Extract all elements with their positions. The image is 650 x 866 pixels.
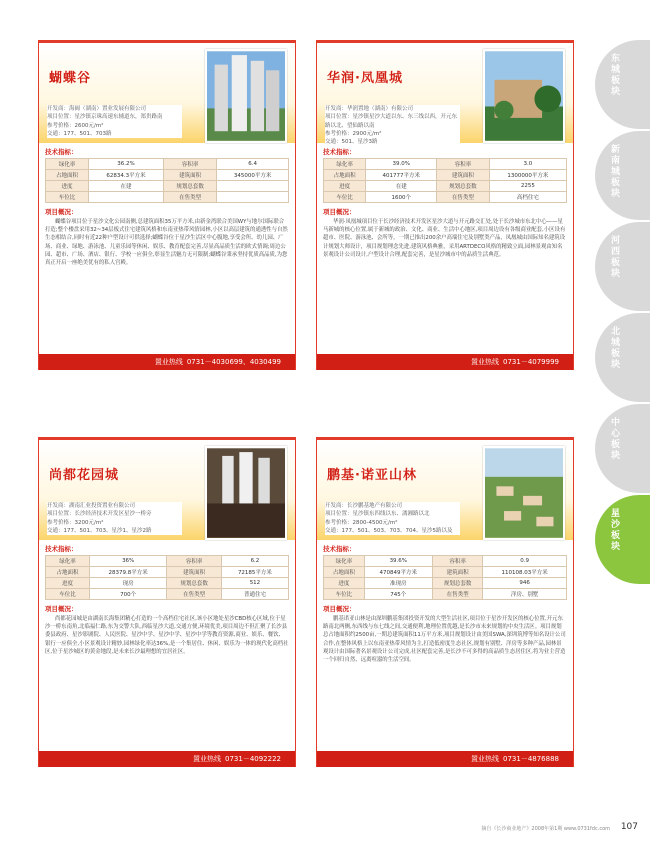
project-card (316, 437, 574, 767)
project-intro: 蝴蝶谷项目位于星沙文化公园南侧,总建筑面积35万平方米,由新金湾联合美国WY与地尔国际联合打造;整个楼盘采用32~34层板式住宅建筑风格和东南亚热带风情园林,小区以高层建筑的通透性与自然生态相结合,同时有近22种户型设计可供选择;蝴蝶谷位于星沙生活区中心腹地,享受会所、幼儿园、广场、商业、绿地、游泳池、儿童乐园等休闲、娱乐、教育配套完善,尽显高品质生活的欧式情调;周边公园、超市、广场、酒店、银行、学校一应俱全,彰显生活魅力无可限制;蝴蝶谷秉承坚持优质高品质,为您真正开启一座绝美优有的私人宫殿。 (45, 219, 288, 267)
table-cell: 占地面积 (46, 567, 90, 578)
hotline-bar (39, 751, 295, 767)
table-cell: 110108.03平方米 (483, 567, 567, 578)
project-intro: 尚都花园城是由湖南长海集团精心打造的一个高档住宅社区,该小区地处星沙CBD核心区域,位于星沙一桥东南角,北临福仁路,东为交警大队,西临星沙大道,交通方便,环境优美,项目周边不但汇聚了长沙县委县政府、星沙影剧院、人民医院、星沙中学、星沙中学、星沙中学等教育资源,商业、娱乐、餐饮、银行一应俱全,小区景观设计精妙,园林绿化率达36%,是一个集居住、休闲、娱乐为一体的现代化高档社区,位于星沙城区的黄金地段,是未来长沙最理想的宜居社区。 (45, 616, 289, 655)
table-cell: 1300000平方米 (489, 170, 566, 181)
table-cell: 470849平方米 (364, 567, 432, 578)
tech-title: 技术指标： (45, 148, 78, 156)
tab-dongcheng[interactable] (595, 40, 650, 129)
hotline-label: 置业热线 (154, 358, 183, 366)
table-cell: 容积率 (437, 159, 489, 170)
table-cell: 车位比 (324, 192, 366, 203)
table-cell: 绿化率 (46, 556, 90, 567)
tab-xingsha[interactable] (595, 495, 650, 584)
hotline-label: 置业热线 (193, 755, 221, 763)
table-cell: 普通住宅 (221, 589, 288, 600)
table-cell: 进度 (46, 181, 89, 192)
stats-table (45, 158, 289, 203)
info-line: 项目位置：长沙经济技术开发区星沙一桥旁 (47, 511, 152, 518)
table-cell: 车位比 (324, 589, 365, 600)
table-cell: 建筑面积 (437, 170, 489, 181)
table-cell: 车位比 (46, 589, 90, 600)
intro-title: 项目概况： (323, 208, 356, 216)
project-intro: 鹏基诺亚山林是由深圳鹏基集团投资开发的大型生活社区,项目位于星沙开发区的核心位置,开元东路南北两侧,东西线与东七线之间,交通便利,地理位置优越,是长沙市未来规划的中央生活区。项目规划总占地面积约2500亩,一期总建筑面积11万平方米,项目规划设计由美国SWA,深圳筑博等知名设计公司合作,在整体风格上以东南亚热带风情为主,打造低密度生态社区,规划有别墅、洋房等多种产品,园林景观设计由国际著名景观设计公司完成,社区配套完善,是长沙不可多得的高品质生态居住区,将为业主营造一个回归自然、远离喧嚣的生活空间。 (323, 616, 566, 664)
hotline-label: 置业热线 (471, 358, 499, 366)
project-name: 华润·凤凰城 (327, 71, 403, 86)
table-cell: 规划总套数 (167, 578, 222, 589)
stats-table (45, 555, 289, 600)
tab-xinnancheng[interactable] (595, 131, 650, 220)
info-line: 参考价格：3200元/m² (47, 519, 104, 526)
card-header (317, 440, 573, 540)
stats-table (323, 158, 567, 203)
info-line: 项目位置：星沙镇京珠高速东辅道东，郑贵路南 (47, 114, 163, 121)
project-name: 鹏基·诺亚山林 (327, 468, 417, 483)
info-line: 交通：177、501、503、703、704、星沙5路以及 (325, 527, 453, 534)
table-cell: 车位比 (46, 192, 89, 203)
table-cell (217, 181, 289, 192)
table-cell: 345000平方米 (217, 170, 289, 181)
info-line: 项目位置：星沙镇东四线以东、漓湘路以北 (325, 511, 430, 518)
table-cell: 进度 (324, 578, 365, 589)
page-number: 107 (620, 822, 638, 832)
table-cell: 72185平方米 (221, 567, 288, 578)
table-cell: 512 (221, 578, 288, 589)
project-info (325, 105, 460, 146)
tech-title: 技术指标： (323, 545, 356, 553)
table-cell: 36% (90, 556, 167, 567)
table-cell: 容积率 (167, 556, 222, 567)
tech-title: 技术指标： (45, 545, 78, 553)
tab-label: 北城板块 (611, 327, 621, 370)
stats-table (323, 555, 567, 600)
intro-title: 项目概况： (45, 208, 78, 216)
tab-label: 东城板块 (611, 54, 621, 97)
table-cell: 绿化率 (324, 159, 366, 170)
project-name: 蝴蝶谷 (49, 71, 92, 86)
hotline-phone: 0731－4092222 (225, 755, 281, 763)
table-cell: 建筑面积 (167, 567, 222, 578)
info-line: 交通：177、501、703路 (47, 130, 112, 137)
info-line: 参考价格：2900元/m² (325, 130, 382, 137)
page-footer: 摘自《长沙商业地产》2008年第1期 www.0731fdc.com (481, 826, 610, 832)
card-header (39, 440, 295, 540)
table-cell: 3.0 (489, 159, 566, 170)
tab-label: 星沙板块 (611, 509, 621, 552)
tab-label: 新南城板块 (611, 145, 621, 199)
project-info (325, 502, 460, 535)
info-line: 交通：501、星沙3路 (325, 139, 378, 146)
table-cell: 在售类型 (437, 192, 489, 203)
info-line: 参考价格：2600元/m² (47, 122, 104, 129)
info-line: 开发商：海阔（湖南）置业发展有限公司 (47, 106, 147, 112)
table-cell: 1600个 (366, 192, 437, 203)
tab-label: 河西板块 (611, 236, 621, 279)
table-cell: 在售类型 (167, 589, 222, 600)
table-cell: 36.2% (88, 159, 163, 170)
table-cell: 39.6% (364, 556, 432, 567)
table-cell: 高档住宅 (489, 192, 566, 203)
tab-zhongxin[interactable] (595, 404, 650, 493)
table-cell: 在售类型 (163, 192, 216, 203)
table-cell: 28379.8平方米 (90, 567, 167, 578)
table-cell: 准现房 (364, 578, 432, 589)
card-header (39, 43, 295, 143)
info-line: 交通：177、501、703、星沙1、星沙2路 (47, 527, 152, 534)
table-cell: 在建 (88, 181, 163, 192)
table-cell: 占地面积 (46, 170, 89, 181)
table-cell: 在建 (366, 181, 437, 192)
table-cell: 规划总套数 (432, 578, 482, 589)
table-cell: 建筑面积 (163, 170, 216, 181)
table-cell: 6.4 (217, 159, 289, 170)
card-header (317, 43, 573, 146)
tab-hexi[interactable] (595, 222, 650, 311)
tab-beicheng[interactable] (595, 313, 650, 402)
table-cell: 745个 (364, 589, 432, 600)
hotline-phone: 0731－4030699、4030499 (186, 358, 281, 366)
table-cell: 进度 (46, 578, 90, 589)
hotline-bar (39, 354, 295, 370)
building-photo (483, 446, 565, 540)
table-cell: 容积率 (163, 159, 216, 170)
table-cell: 401777平方米 (366, 170, 437, 181)
table-cell: 6.2 (221, 556, 288, 567)
project-info (47, 502, 182, 535)
table-cell: 在售类型 (432, 589, 482, 600)
info-line: 开发商：湖南汇业投资置业有限公司 (47, 503, 136, 509)
table-cell (88, 192, 163, 203)
tech-title: 技术指标： (323, 148, 356, 156)
table-cell: 62834.3平方米 (88, 170, 163, 181)
info-line: 开发商：长沙鹏基地产有限公司 (325, 503, 403, 509)
hotline-bar (317, 354, 573, 370)
info-line: 开发商：华润置地（湖南）有限公司 (325, 106, 414, 112)
table-cell: 规划总套数 (437, 181, 489, 192)
table-cell: 0.9 (483, 556, 567, 567)
table-cell: 绿化率 (46, 159, 89, 170)
project-name: 尚都花园城 (49, 468, 120, 483)
hotline-label: 置业热线 (471, 755, 499, 763)
building-photo (205, 49, 287, 143)
project-card (316, 40, 574, 370)
hotline-bar (317, 751, 573, 767)
hotline-phone: 0731－4079999 (503, 358, 559, 366)
table-cell: 进度 (324, 181, 366, 192)
table-cell: 946 (483, 578, 567, 589)
table-cell: 容积率 (432, 556, 482, 567)
table-cell: 占地面积 (324, 567, 365, 578)
table-cell: 2255 (489, 181, 566, 192)
building-photo (483, 49, 565, 143)
project-intro: 华润·凤凰城项目位于长沙经济技术开发区星沙大道与开元路交汇处,处于长沙城市东北中心——星马新城的核心位置,属于新城的政治、文化、商业、生活中心地区,项目周边设有各级商业配套,小区设有超市、医院、游泳池、会所等，一期已推出200余户高端住宅及别墅类产品，凤凰城由国际知名建筑设计规划大师设计，项目规划理念先进,建筑风格典雅，采用ARTDECO风格的精致立面,园林景观由知名景观设计公司设计,户型设计合理,配套完善，是星沙城市中的品质生活典范。 (323, 219, 566, 258)
project-card (38, 40, 296, 370)
table-cell: 700个 (90, 589, 167, 600)
table-cell: 洋房、别墅 (483, 589, 567, 600)
info-line: 参考价格：2800-4500元/m² (325, 519, 398, 526)
project-card (38, 437, 296, 767)
table-cell: 规划总套数 (163, 181, 216, 192)
tab-label: 中心板块 (611, 418, 621, 461)
district-tabs (595, 40, 650, 586)
table-cell: 占地面积 (324, 170, 366, 181)
intro-title: 项目概况： (45, 605, 78, 613)
hotline-phone: 0731－4876888 (503, 755, 559, 763)
project-info (47, 105, 182, 138)
info-line: 项目位置：星沙镇星沙大道以东、东三线以西，开元东路以北、望仙路以南 (325, 114, 458, 129)
table-cell: 现房 (90, 578, 167, 589)
building-photo (205, 446, 287, 540)
table-cell: 绿化率 (324, 556, 365, 567)
table-cell: 建筑面积 (432, 567, 482, 578)
table-cell: 39.0% (366, 159, 437, 170)
table-cell (217, 192, 289, 203)
intro-title: 项目概况： (323, 605, 356, 613)
